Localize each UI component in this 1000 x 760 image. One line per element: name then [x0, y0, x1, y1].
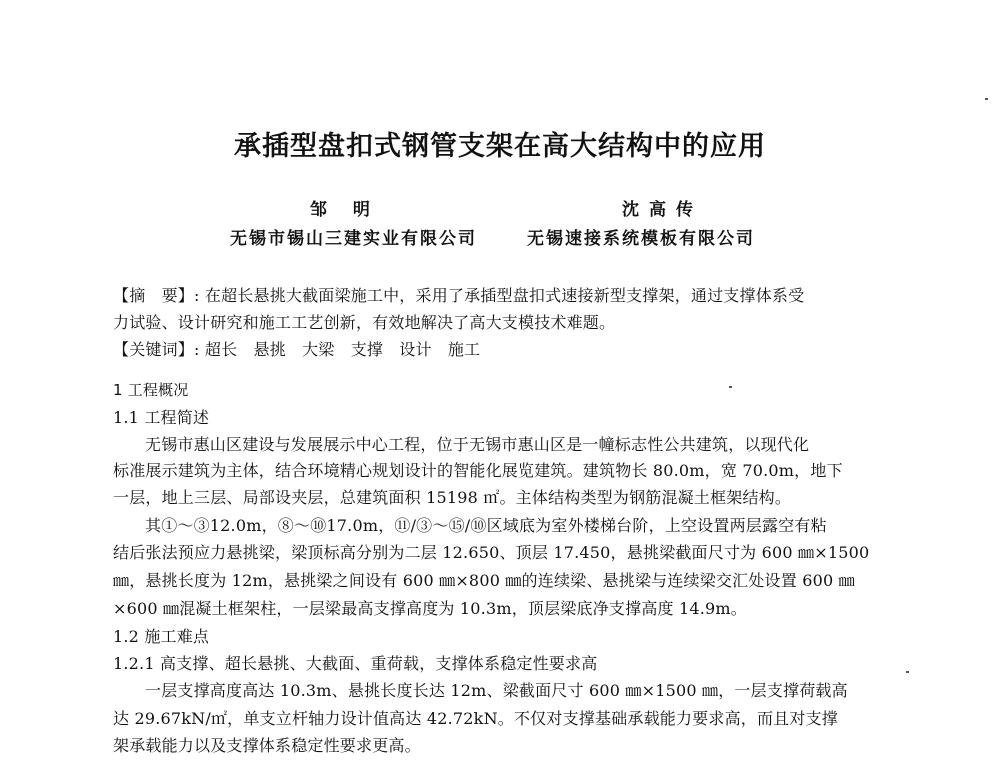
paragraph-line: 达 29.67kN/㎡，单支立杆轴力设计值高达 42.72kN。不仅对支撑基础承载能力要求高，而且对支撑 — [113, 709, 838, 728]
scan-speck — [985, 98, 988, 100]
paragraph-line: 标准展示建筑为主体，结合环境精心规划设计的智能化展览建筑。建筑物长 80.0m，宽 70.0m，地下 — [113, 461, 843, 480]
section-heading-1: 1 工程概况 — [113, 381, 189, 399]
paragraph-line: 架承载能力以及支撑体系稳定性要求更高。 — [113, 736, 421, 755]
abstract-text-1: 在超长悬挑大截面梁施工中，采用了承插型盘扣式速接新型支撑架，通过支撑体系受 — [204, 286, 805, 305]
paragraph-line: 结后张法预应力悬挑梁，梁顶标高分别为二层 12.650、顶层 17.450，悬挑梁截面尺寸为 600 ㎜×1500 — [113, 543, 870, 562]
page-title: 承插型盘扣式钢管支架在高大结构中的应用 — [234, 131, 766, 162]
affiliation-2: 无锡速接系统模板有限公司 — [527, 229, 755, 249]
subsubsection-heading-1-2-1: 1.2.1 高支撑、超长悬挑、大截面、重荷载，支撑体系稳定性要求高 — [113, 654, 598, 673]
affiliation-1: 无锡市锡山三建实业有限公司 — [230, 229, 477, 249]
abstract-line-1 — [113, 283, 804, 306]
author-2: 沈高传 — [622, 200, 703, 220]
author-1: 邹 明 — [310, 200, 380, 220]
paragraph-line: 无锡市惠山区建设与发展展示中心工程，位于无锡市惠山区是一幢标志性公共建筑，以现代化 — [145, 435, 810, 454]
subsection-heading-1-1: 1.1 工程简述 — [113, 408, 210, 427]
scan-speck — [906, 671, 909, 673]
keywords-label: 【关键词】: — [113, 340, 200, 359]
paragraph-line: 一层支撑高度高达 10.3m、悬挑长度长达 12m、梁截面尺寸 600 ㎜×1500 ㎜，一层支撑荷载高 — [145, 681, 848, 700]
abstract-line-2: 力试验、设计研究和施工工艺创新，有效地解决了高大支模技术难题。 — [113, 313, 616, 332]
paragraph-line: ×600 ㎜混凝土框架柱，一层梁最高支撑高度为 10.3m，顶层梁底净支撑高度 14.9m。 — [113, 599, 747, 618]
keywords-line — [113, 337, 480, 360]
scan-speck — [729, 386, 732, 388]
abstract-label: 【摘 要】: — [113, 286, 200, 305]
subsection-heading-1-2: 1.2 施工难点 — [113, 627, 210, 646]
paragraph-line: ㎜，悬挑长度为 12m，悬挑梁之间设有 600 ㎜×800 ㎜的连续梁、悬挑梁与连续梁交汇处设置 600 ㎜ — [113, 571, 855, 590]
paragraph-line: 一层，地上三层、局部设夹层，总建筑面积 15198 ㎡。主体结构类型为钢筋混凝土框架结构。 — [113, 488, 792, 507]
keywords-text: 超长 悬挑 大梁 支撑 设计 施工 — [204, 340, 481, 359]
paragraph-line: 其①～③12.0m，⑧～⑩17.0m，⑪/③～⑮/⑩区域底为室外楼梯台阶，上空设置两层露空有粘 — [145, 516, 827, 535]
